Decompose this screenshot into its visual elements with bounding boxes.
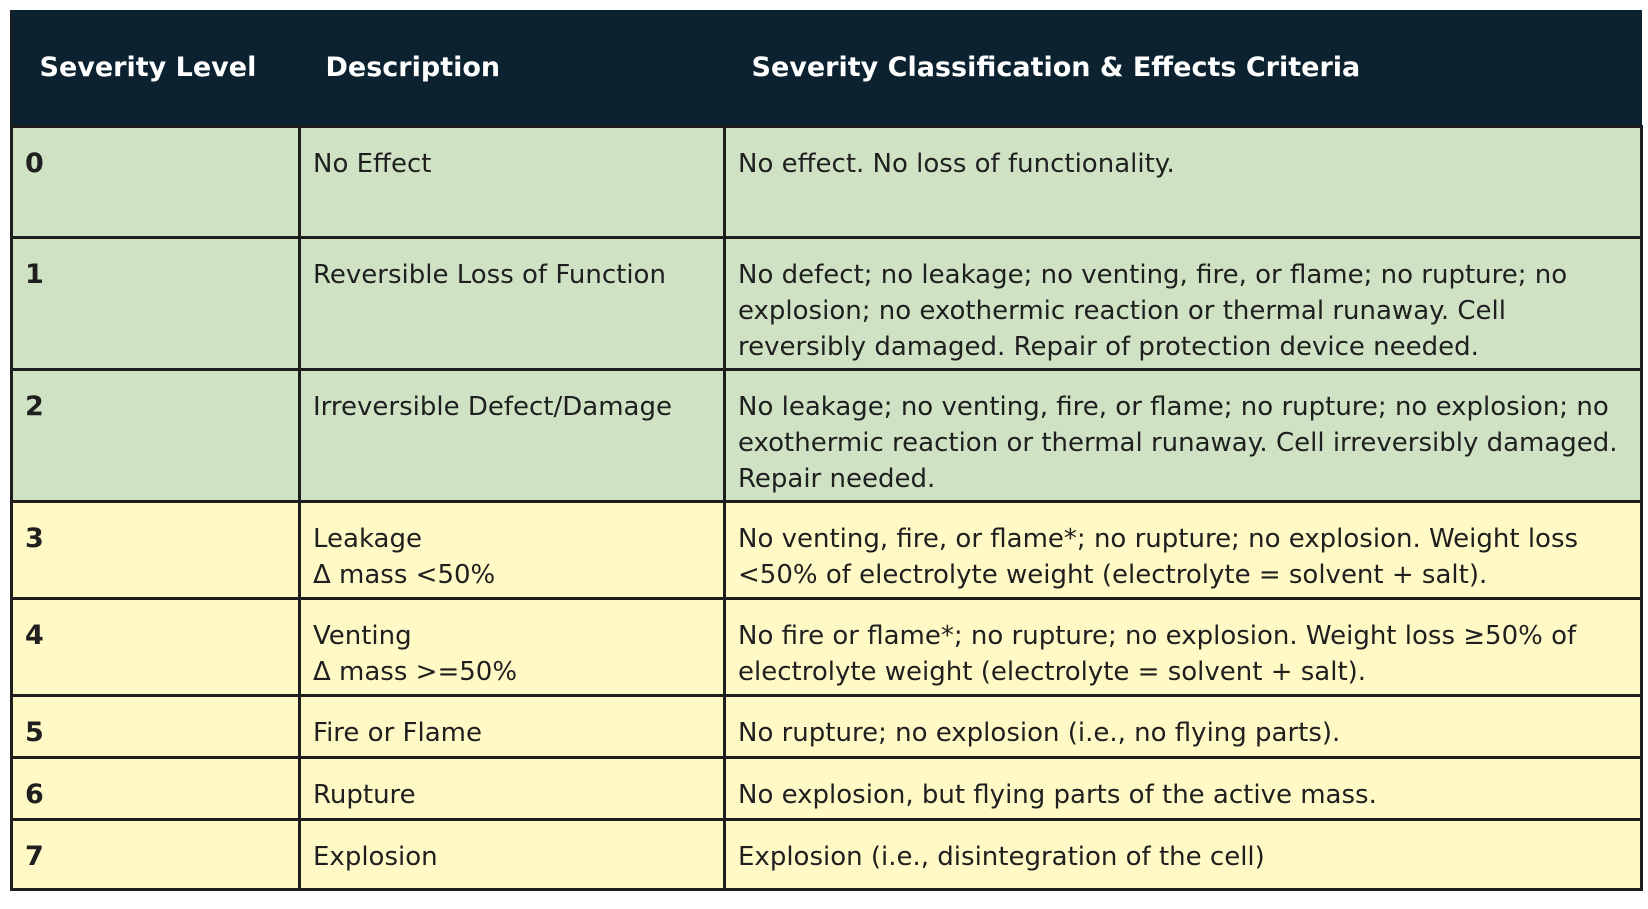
header-description: Description [300, 10, 725, 126]
description-cell [300, 369, 725, 501]
severity-level-cell: 4 [12, 598, 300, 695]
criteria-cell: No venting, fire, or flame*; no rupture; no explosion. Weight loss <50% of electrolyte weight (electrolyte = solvent + salt). [725, 501, 1642, 598]
severity-level-cell: 3 [12, 501, 300, 598]
table-row [12, 757, 1642, 819]
table-row [12, 695, 1642, 757]
severity-level-cell: 7 [12, 819, 300, 889]
severity-table-container [10, 10, 1640, 889]
description-cell [300, 695, 725, 757]
criteria-cell: No effect. No loss of functionality. [725, 126, 1642, 237]
severity-level-cell: 6 [12, 757, 300, 819]
description-line: Fire or Flame [313, 717, 482, 748]
header-severity-level: Severity Level [12, 10, 300, 126]
description-cell [300, 126, 725, 237]
severity-level-cell: 2 [12, 369, 300, 501]
description-cell [300, 757, 725, 819]
criteria-cell: No defect; no leakage; no venting, fire, or flame; no rupture; no explosion; no exothermic reaction or thermal runaway. Cell reversibly damaged. Repair of protection device needed. [725, 237, 1642, 369]
criteria-cell: No explosion, but flying parts of the active mass. [725, 757, 1642, 819]
criteria-cell: Explosion (i.e., disintegration of the cell) [725, 819, 1642, 889]
header-row [12, 10, 1642, 126]
description-line: Rupture [313, 779, 416, 810]
table-row [12, 819, 1642, 889]
severity-level-cell: 5 [12, 695, 300, 757]
table-row [12, 369, 1642, 501]
criteria-cell: No rupture; no explosion (i.e., no flying parts). [725, 695, 1642, 757]
description-line: Explosion [313, 841, 438, 872]
table-header [12, 10, 1642, 126]
table-body [12, 126, 1642, 889]
description-line: No Effect [313, 148, 432, 179]
description-line: Reversible Loss of Function [313, 259, 666, 290]
severity-level-cell: 0 [12, 126, 300, 237]
description-cell [300, 237, 725, 369]
table-row [12, 598, 1642, 695]
description-line: Irreversible Defect/Damage [313, 391, 672, 422]
description-cell [300, 819, 725, 889]
table-row [12, 501, 1642, 598]
table-row [12, 237, 1642, 369]
description-subline: Δ mass <50% [313, 559, 496, 590]
description-line: Venting [313, 620, 412, 651]
severity-table [10, 10, 1643, 891]
criteria-cell: No leakage; no venting, fire, or flame; no rupture; no explosion; no exothermic reaction or thermal runaway. Cell irreversibly damaged. Repair needed. [725, 369, 1642, 501]
description-cell [300, 501, 725, 598]
header-criteria: Severity Classification & Effects Criteria [725, 10, 1642, 126]
description-subline: Δ mass >=50% [313, 656, 518, 687]
criteria-cell: No fire or flame*; no rupture; no explosion. Weight loss ≥50% of electrolyte weight (electrolyte = solvent + salt). [725, 598, 1642, 695]
description-line: Leakage [313, 523, 422, 554]
table-row [12, 126, 1642, 237]
description-cell [300, 598, 725, 695]
severity-level-cell: 1 [12, 237, 300, 369]
